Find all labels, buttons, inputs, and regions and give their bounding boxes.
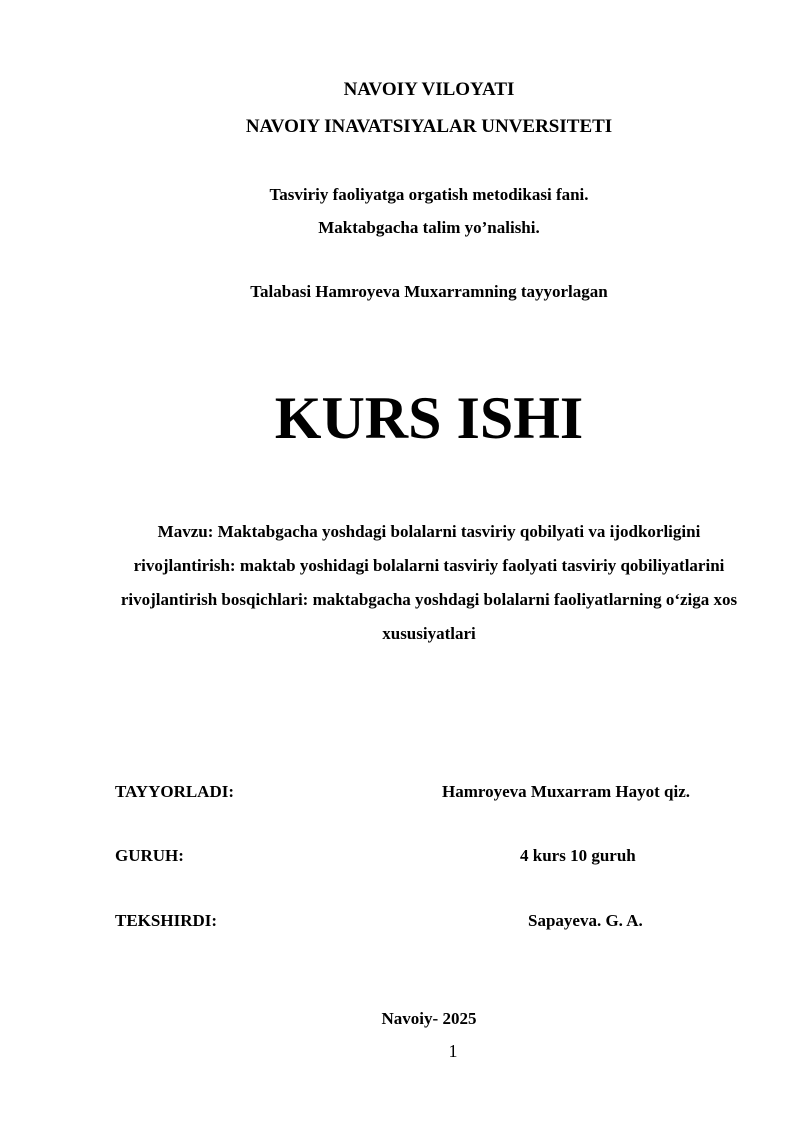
group-label: GURUH: — [115, 846, 184, 865]
direction-line: Maktabgacha talim yo’nalishi. — [318, 218, 540, 237]
topic-paragraph: Mavzu: Maktabgacha yoshdagi bolalarni tasviriy qobilyati va ijodkorligini rivojlantirish: maktab yoshidagi bolalarni tasviriy faolyati tasviriy qobiliyatlarini rivojlantirish bosqichlari: maktabgacha yoshdagi bolalarni faoliyatlarning o‘ziga xos xususiyatlari — [120, 522, 738, 643]
prepared-by-row — [0, 782, 800, 806]
checked-by-row — [0, 911, 800, 935]
page-number: 1 — [448, 1041, 458, 1061]
university-heading: NAVOIY INAVATSIYALAR UNVERSITETI — [245, 116, 613, 137]
prepared-by-value: Hamroyeva Muxarram Hayot qiz. — [442, 782, 691, 801]
document-title: KURS ISHI — [274, 385, 584, 451]
city-year: Navoiy- 2025 — [381, 1009, 477, 1028]
checked-by-value: Sapayeva. G. A. — [528, 911, 643, 930]
prepared-by-label: TAYYORLADI: — [115, 782, 235, 801]
subject-line: Tasviriy faoliyatga orgatish metodikasi fani. — [269, 185, 589, 204]
group-row — [0, 846, 800, 870]
region-heading: NAVOIY VILOYATI — [343, 79, 515, 100]
checked-by-label: TEKSHIRDI: — [115, 911, 218, 930]
student-line: Talabasi Hamroyeva Muxarramning tayyorlagan — [250, 282, 608, 301]
group-value: 4 kurs 10 guruh — [520, 846, 636, 865]
